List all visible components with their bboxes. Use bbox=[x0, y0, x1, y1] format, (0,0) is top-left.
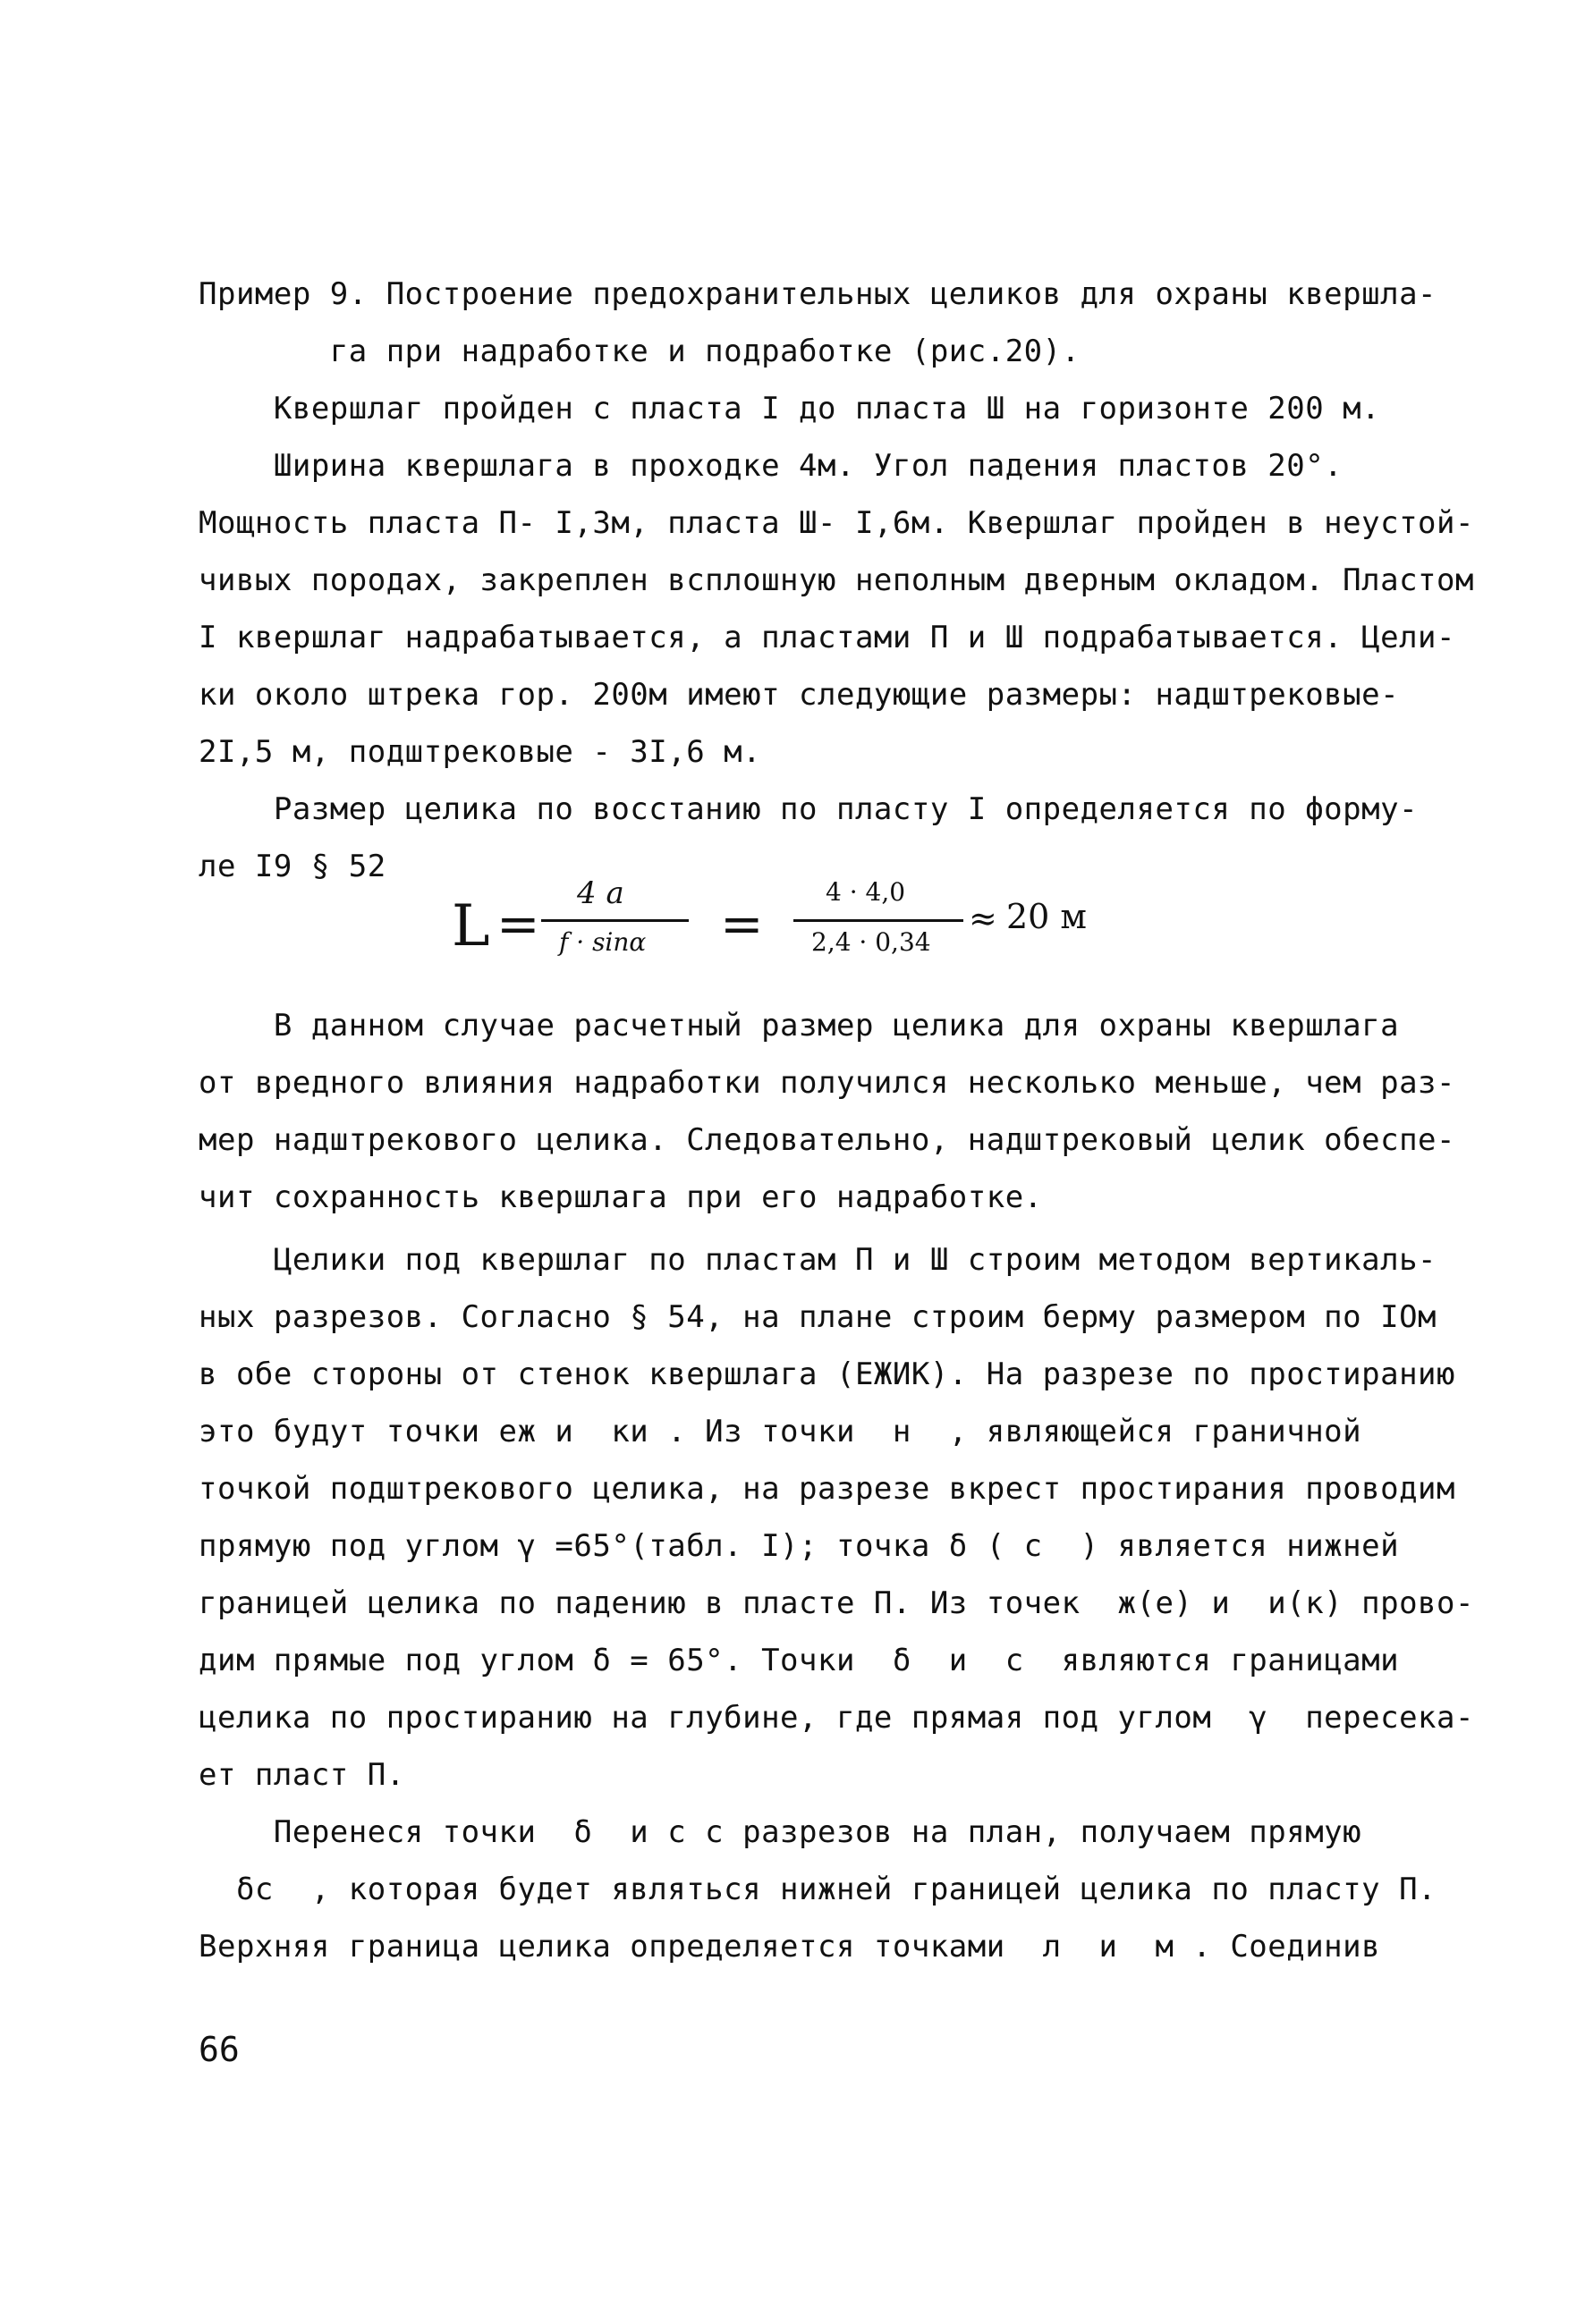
text-line-28: Верхняя граница целика определяется точками л и м . Соединив bbox=[199, 1929, 1381, 1965]
text-line-17: ных разрезов. Согласно § 54, на плане строим берму размером по IОм bbox=[199, 1299, 1437, 1335]
text-line-2: га при надработке и подработке (рис.20). bbox=[199, 334, 1081, 369]
text-line-10: Размер целика по восстанию по пласту I определяется по форму- bbox=[199, 791, 1419, 827]
text-line-9: 2I,5 м, подштрековые - 3I,6 м. bbox=[199, 734, 762, 770]
text-line-23: дим прямые под углом δ = 65°. Точки δ и с являются границами bbox=[199, 1643, 1400, 1678]
text-line-7: I квершлаг надрабатывается, а пластами П и Ш подрабатывается. Цели- bbox=[199, 620, 1455, 655]
text-line-11: ле I9 § 52 bbox=[199, 849, 386, 884]
text-line-26: Перенеся точки δ и с с разрезов на план, получаем прямую bbox=[199, 1814, 1362, 1850]
text-line-20: точкой подштрекового целика, на разрезе вкрест простирания проводим bbox=[199, 1471, 1455, 1507]
text-line-15: чит сохранность квершлага при его надработке. bbox=[199, 1179, 1043, 1215]
text-line-14: мер надштрекового целика. Следовательно, надштрековый целик обеспе- bbox=[199, 1122, 1455, 1158]
text-line-4: Ширина квершлага в проходке 4м. Угол падения пластов 20°. bbox=[199, 448, 1343, 484]
text-line-13: от вредного влияния надработки получился несколько меньше, чем раз- bbox=[199, 1065, 1455, 1101]
text-line-18: в обе стороны от стенок квершлага (ЕЖИК). На разрезе по простиранию bbox=[199, 1356, 1455, 1392]
formula-numerator-1: 4 a bbox=[577, 875, 624, 911]
text-line-6: чивых породах, закреплен всплошную неполным дверным окладом. Пластом bbox=[199, 562, 1474, 598]
text-line-5: Мощность пласта П- I,3м, пласта Ш- I,6м. Квершлаг пройден в неустой- bbox=[199, 505, 1474, 541]
text-line-3: Квершлаг пройден с пласта I до пласта Ш на горизонте 200 м. bbox=[199, 391, 1381, 427]
formula-equals-2: = bbox=[720, 893, 764, 954]
formula-result: 20 м bbox=[1006, 897, 1087, 936]
formula-block bbox=[452, 875, 1096, 970]
formula-approx: ≈ bbox=[969, 899, 997, 938]
formula-denominator-2: 2,4 · 0,34 bbox=[811, 927, 931, 957]
text-line-21: прямую под углом γ =65°(табл. I); точка δ ( с ) является нижней bbox=[199, 1528, 1400, 1564]
formula-lhs: L bbox=[452, 893, 490, 959]
formula-denominator-1: f · sinα bbox=[559, 927, 647, 957]
page-number: 66 bbox=[199, 2030, 240, 2069]
formula-numerator-2: 4 · 4,0 bbox=[826, 877, 906, 907]
text-line-1: Пример 9. Построение предохранительных целиков для охраны квершла- bbox=[199, 276, 1437, 312]
fraction-bar-1 bbox=[541, 919, 689, 922]
text-line-16: Целики под квершлаг по пластам П и Ш строим методом вертикаль- bbox=[199, 1242, 1437, 1278]
formula-equals-1: = bbox=[496, 893, 540, 954]
text-line-27: δс , которая будет являться нижней границей целика по пласту П. bbox=[199, 1872, 1437, 1907]
fraction-bar-2 bbox=[793, 919, 963, 922]
text-line-22: границей целика по падению в пласте П. Из точек ж(е) и и(к) прово- bbox=[199, 1585, 1474, 1621]
text-line-24: целика по простиранию на глубине, где прямая под углом γ пересека- bbox=[199, 1700, 1474, 1736]
text-line-8: ки около штрека гор. 200м имеют следующие размеры: надштрековые- bbox=[199, 677, 1400, 713]
text-line-25: ет пласт П. bbox=[199, 1757, 405, 1793]
text-line-19: это будут точки еж и ки . Из точки н , являющейся граничной bbox=[199, 1414, 1362, 1449]
text-line-12: В данном случае расчетный размер целика для охраны квершлага bbox=[199, 1008, 1400, 1044]
